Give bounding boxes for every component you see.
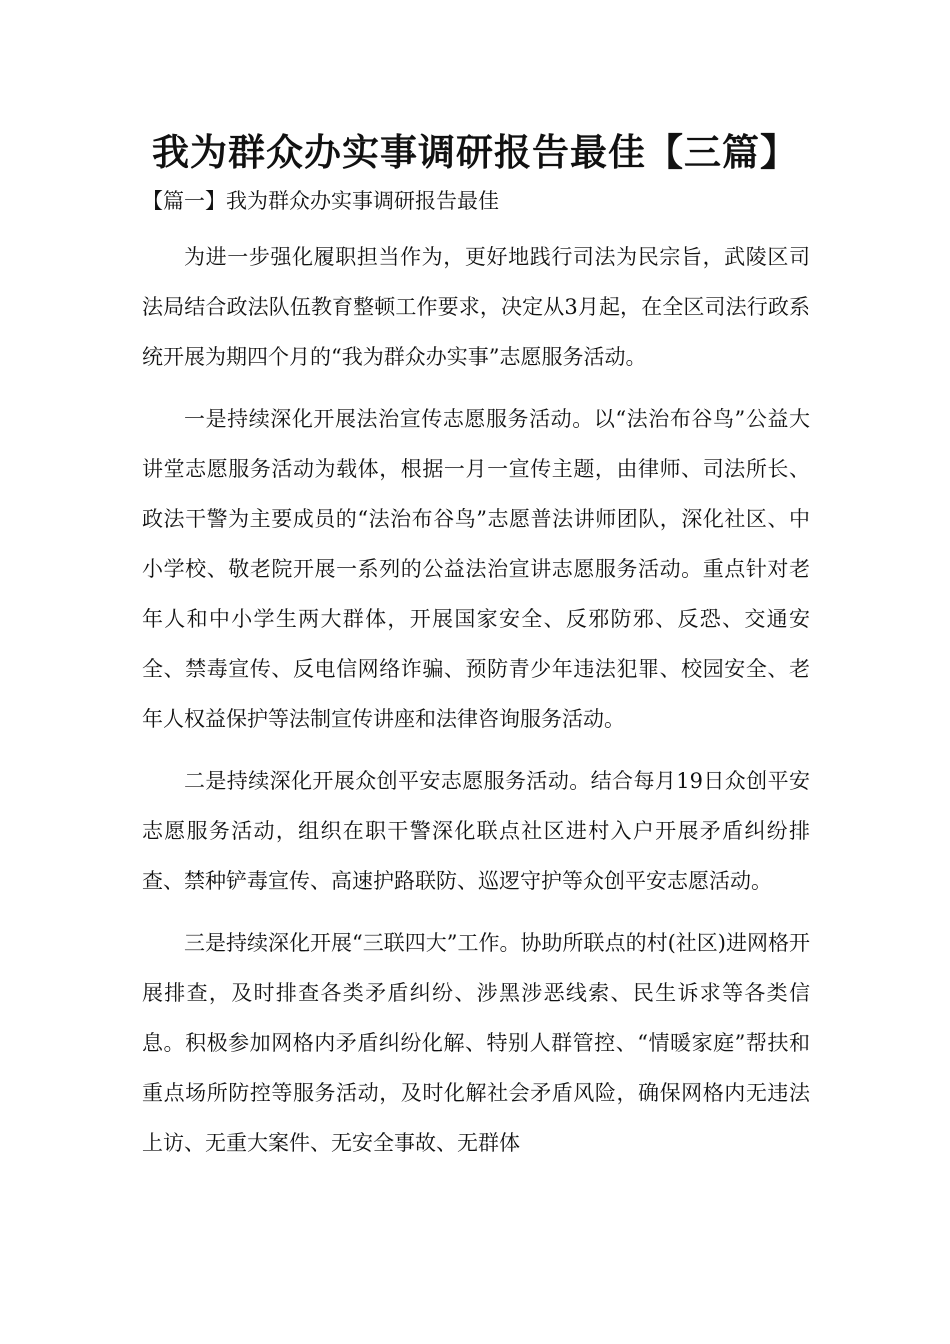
paragraph-item-2: 二是持续深化开展众创平安志愿服务活动。结合每月19日众创平安志愿服务活动，组织在职干警深化联点社区进村入户开展矛盾纠纷排查、禁种铲毒宣传、高速护路联防、巡逻守护等众创平安志愿活动。 [142,769,810,893]
paragraph-item-1: 一是持续深化开展法治宣传志愿服务活动。以“法治布谷鸟”公益大讲堂志愿服务活动为载体，根据一月一宣传主题，由律师、司法所长、政法干警为主要成员的“法治布谷鸟”志愿普法讲师团队，深化社区、中小学校、敬老院开展一系列的公益法治宣讲志愿服务活动。重点针对老年人和中小学生两大群体，开展国家安全、反邪防邪、反恐、交通安全、禁毒宣传、反电信网络诈骗、预防青少年违法犯罪、校园安全、老年人权益保护等法制宣传讲座和法律咨询服务活动。 [142,407,810,731]
document-body [142,232,810,1168]
section-heading: 【篇一】我为群众办实事调研报告最佳 [142,189,499,213]
paragraph-intro: 为进一步强化履职担当作为，更好地践行司法为民宗旨，武陵区司法局结合政法队伍教育整顿工作要求，决定从3月起，在全区司法行政系统开展为期四个月的“我为群众办实事”志愿服务活动。 [142,245,810,369]
document-title: 我为群众办实事调研报告最佳【三篇】 [152,131,798,174]
paragraph-item-3: 三是持续深化开展“三联四大”工作。协助所联点的村(社区)进网格开展排查，及时排查各类矛盾纠纷、涉黑涉恶线索、民生诉求等各类信息。积极参加网格内矛盾纠纷化解、特别人群管控、“情暖家庭”帮扶和重点场所防控等服务活动，及时化解社会矛盾风险，确保网格内无违法上访、无重大案件、无安全事故、无群体 [142,931,810,1155]
